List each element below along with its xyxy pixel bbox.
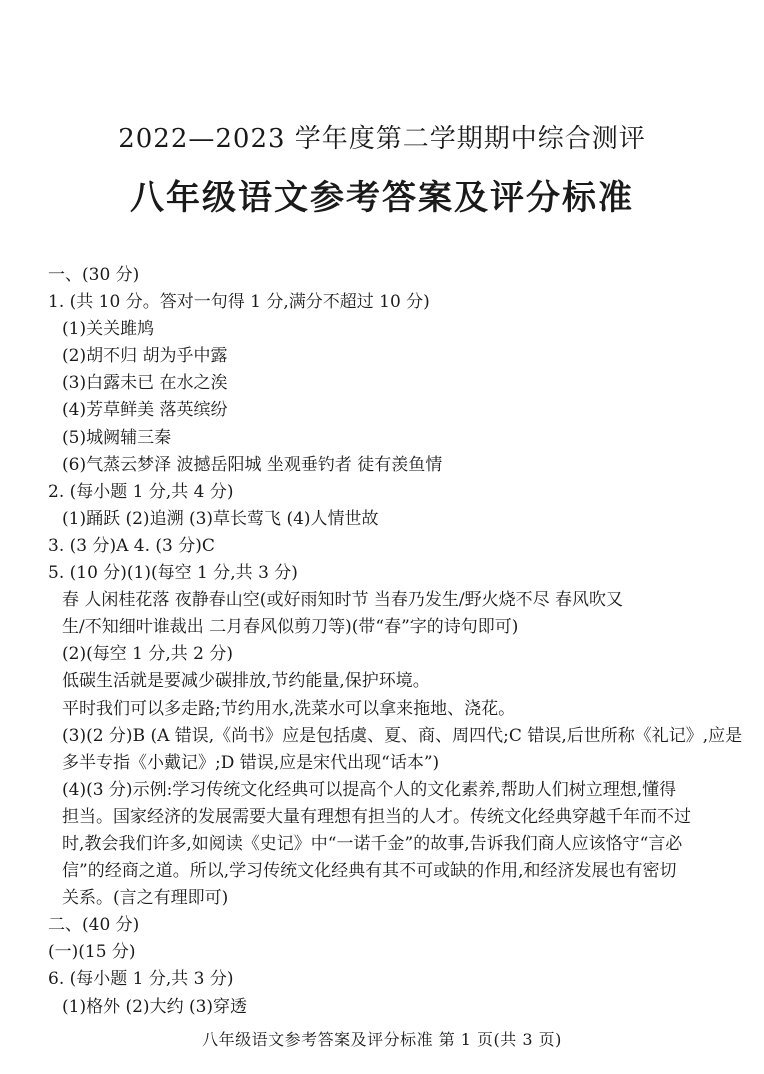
answer-line: 担当。国家经济的发展需要大量有理想有担当的人才。传统文化经典穿越千年而不过 xyxy=(62,806,691,827)
subsection-heading: (一)(15 分) xyxy=(48,942,136,963)
document-title: 八年级语文参考答案及评分标准 xyxy=(130,178,634,218)
answer-line: (4)芳草鲜美 落英缤纷 xyxy=(62,400,228,421)
answer-line: 低碳生活就是要减少碳排放,节约能量,保护环境。 xyxy=(62,671,430,692)
question-6-heading: 6. (每小题 1 分,共 3 分) xyxy=(48,969,234,990)
answer-line: (1)格外 (2)大约 (3)穿透 xyxy=(62,996,248,1017)
answer-line: (5)城阙辅三秦 xyxy=(62,427,172,448)
section-heading-1: 一、(30 分) xyxy=(48,265,140,285)
question-2-heading: 2. (每小题 1 分,共 4 分) xyxy=(48,481,234,502)
section-heading-2: 二、(40 分) xyxy=(48,915,140,936)
answer-line: (2)(每空 1 分,共 2 分) xyxy=(62,644,233,665)
question-3-4-answer: 3. (3 分)A 4. (3 分)C xyxy=(48,535,215,556)
page-footer: 八年级语文参考答案及评分标准 第 1 页(共 3 页) xyxy=(202,1030,562,1049)
answer-line: 信”的经商之道。所以,学习传统文化经典有其不可或缺的作用,和经济发展也有密切 xyxy=(62,861,677,882)
answer-line: (1)关关雎鸠 xyxy=(62,319,155,340)
answer-line: 时,教会我们许多,如阅读《史记》中“一诺千金”的故事,告诉我们商人应该恪守“言必 xyxy=(62,833,683,854)
question-1-heading: 1. (共 10 分。答对一句得 1 分,满分不超过 10 分) xyxy=(48,292,430,313)
answer-line: 关系。(言之有理即可) xyxy=(62,888,229,909)
exam-subtitle: 2022—2023 学年度第二学期期中综合测评 xyxy=(118,124,646,154)
answer-line: (4)(3 分)示例:学习传统文化经典可以提高个人的文化素养,帮助人们树立理想,懂得 xyxy=(62,779,677,800)
answer-body xyxy=(48,262,743,1021)
answer-line: 生/不知细叶谁裁出 二月春风似剪刀等)(带“春”字的诗句即可) xyxy=(62,617,519,638)
answer-line: (3)白露未已 在水之涘 xyxy=(62,373,228,394)
answer-line: 平时我们可以多走路;节约用水,洗菜水可以拿来拖地、浇花。 xyxy=(62,698,516,719)
answer-line: (1)踊跃 (2)追溯 (3)草长莺飞 (4)人情世故 xyxy=(62,508,379,529)
answer-line: 春 人闲桂花落 夜静春山空(或好雨知时节 当春乃发生/野火烧不尽 春风吹又 xyxy=(62,590,623,611)
answer-line: (3)(2 分)B (A 错误,《尚书》应是包括虞、夏、商、周四代;C 错误,后世所称《礼记》,应是 xyxy=(62,725,743,746)
answer-line: 多半专指《小戴记》;D 错误,应是宋代出现“话本”) xyxy=(62,752,440,773)
question-5-heading: 5. (10 分)(1)(每空 1 分,共 3 分) xyxy=(48,563,298,584)
answer-line: (6)气蒸云梦泽 波撼岳阳城 坐观垂钓者 徒有羡鱼情 xyxy=(62,454,443,475)
answer-line: (2)胡不归 胡为乎中露 xyxy=(62,346,228,367)
